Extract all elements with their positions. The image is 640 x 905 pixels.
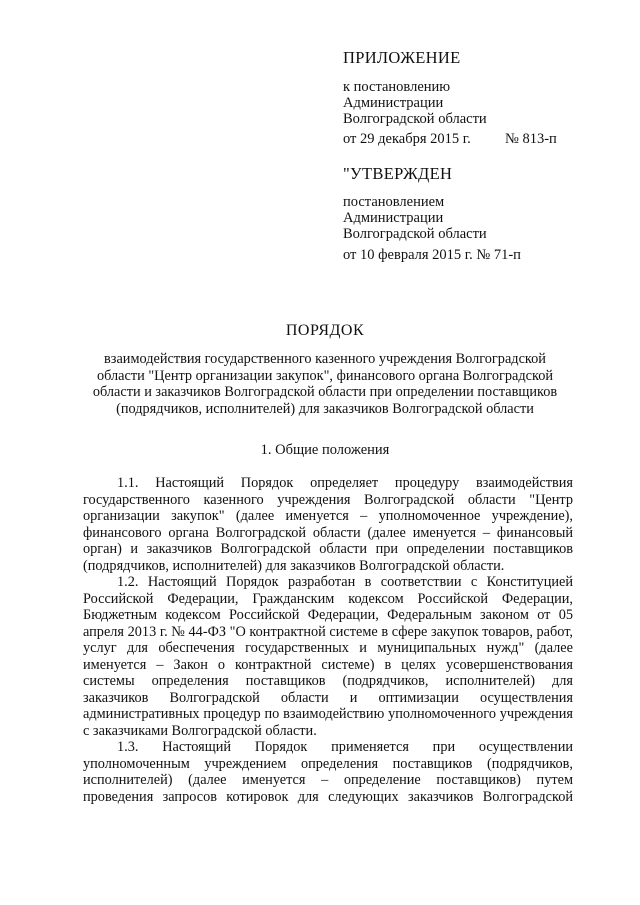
appendix-title: ПРИЛОЖЕНИЕ xyxy=(343,48,461,67)
paragraph-1-2: 1.2. Настоящий Порядок разработан в соответствии с Конституцией Российской Федерации, Гражданским кодексом Российской Федерации, Бюджетным кодексом Российской Федерации, Федеральным законом от 05 апреля 2013 г. № 44-ФЗ "О контрактной системе в сфере закупок товаров, работ, услуг для обеспечения государственных и муниципальных нужд" (далее именуется – Закон о контрактной системе) в целях усовершенствования системы определения поставщиков (подрядчиков, исполнителей) для заказчиков Волгоградской области и оптимизации осуществления административных процедур по взаимодействию уполномоченного учреждения с заказчиками Волгоградской области. xyxy=(83,574,573,739)
appendix-line-2: Администрации xyxy=(343,95,444,111)
subtitle-line: взаимодействия государственного казенного учреждения Волгоградской xyxy=(104,351,546,367)
appendix-number: № 813-п xyxy=(505,131,557,147)
approved-title: "УТВЕРЖДЕН xyxy=(343,164,453,183)
subtitle-line: (подрядчиков, исполнителей) для заказчиков Волгоградской области xyxy=(116,400,534,417)
appendix-date: от 29 декабря 2015 г. xyxy=(343,131,471,147)
approved-line-2: Администрации xyxy=(343,210,444,226)
document-title: ПОРЯДОК xyxy=(285,322,365,339)
appendix-line-3: Волгоградской области xyxy=(343,111,487,127)
approved-date-number: от 10 февраля 2015 г. № 71-п xyxy=(343,247,521,263)
approved-line-3: Волгоградской области xyxy=(343,226,487,242)
paragraph-1-1: 1.1. Настоящий Порядок определяет процедуру взаимодействия государственного казенного учреждения Волгоградской области "Центр организации закупок" (далее именуется – уполномоченное учреждение), финансового органа Волгоградской области (далее именуется – финансовый орган) и заказчиков Волгоградской области при определении поставщиков (подрядчиков, исполнителей) для заказчиков Волгоградской области. xyxy=(83,475,573,574)
approved-line-1: постановлением xyxy=(343,194,445,210)
document-body xyxy=(83,475,573,805)
subtitle-line: области "Центр организации закупок", финансового органа Волгоградской xyxy=(96,367,554,384)
paragraph-1-3: 1.3. Настоящий Порядок применяется при осуществлении уполномоченным учреждением определения поставщиков (подрядчиков, исполнителей) (далее именуется – определение поставщиков) путем проведения запросов котировок для следующих заказчиков Волгоградской xyxy=(83,739,573,805)
section-title: 1. Общие положения xyxy=(260,442,390,458)
document-subtitle xyxy=(60,351,590,417)
appendix-line-1: к постановлению xyxy=(343,79,451,95)
subtitle-line: области и заказчиков Волгоградской области при определении поставщиков xyxy=(92,384,558,400)
